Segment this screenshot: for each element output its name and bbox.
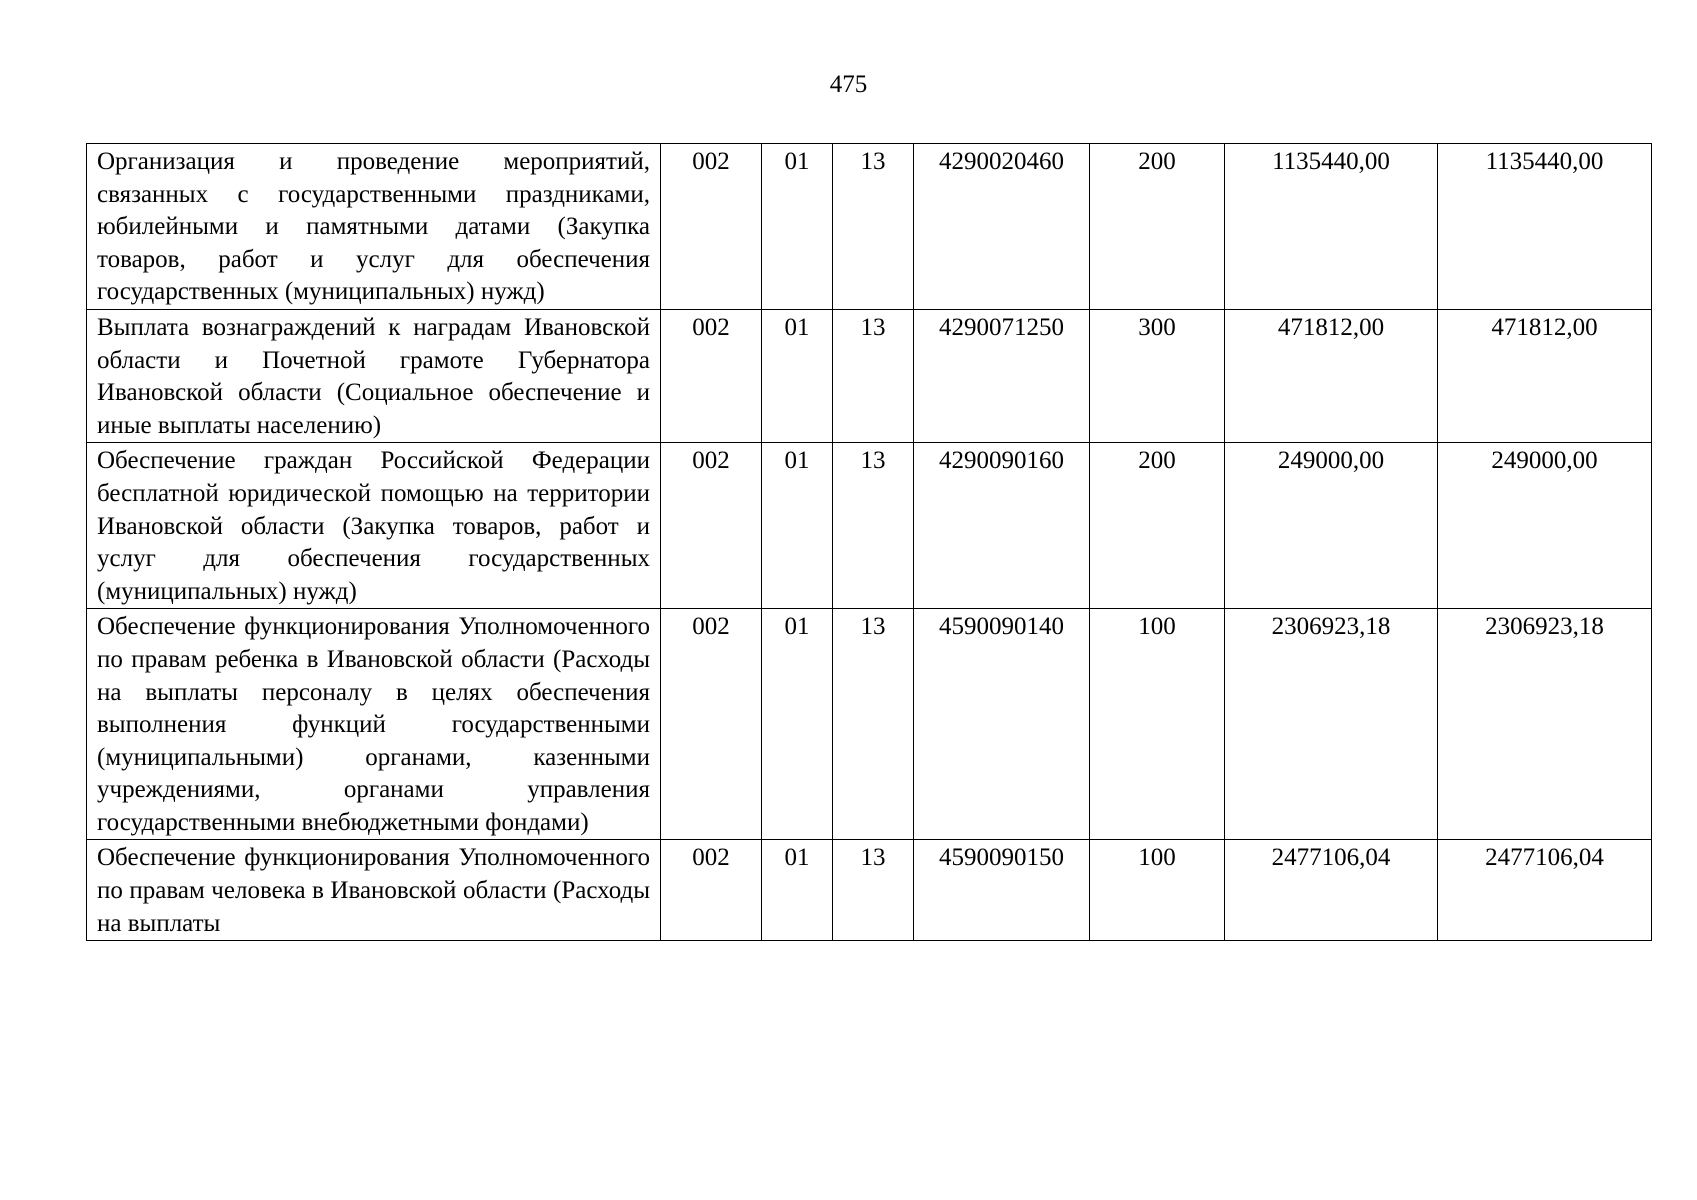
table-row [87, 443, 1652, 609]
subsection-code: 13 [833, 144, 914, 310]
subsection-code: 13 [833, 840, 914, 941]
ministry-code: 002 [661, 144, 762, 310]
target-article-code: 4290020460 [914, 144, 1090, 310]
expense-type-code: 200 [1090, 443, 1225, 609]
amount-first: 2306923,18 [1225, 609, 1438, 840]
target-article-code: 4590090140 [914, 609, 1090, 840]
amount-second: 1135440,00 [1438, 144, 1652, 310]
table-row [87, 144, 1652, 310]
amount-first: 471812,00 [1225, 309, 1438, 442]
ministry-code: 002 [661, 609, 762, 840]
row-description: Организация и проведение мероприятий, связанных с государственными праздниками, юбилейными и памятными датами (Закупка товаров, работ и услуг для обеспечения государственных (муниципальных) нужд) [87, 144, 661, 310]
table-row [87, 840, 1652, 941]
section-code: 01 [762, 309, 833, 442]
subsection-code: 13 [833, 309, 914, 442]
amount-second: 2477106,04 [1438, 840, 1652, 941]
section-code: 01 [762, 443, 833, 609]
amount-second: 249000,00 [1438, 443, 1652, 609]
subsection-code: 13 [833, 609, 914, 840]
row-description: Обеспечение граждан Российской Федерации бесплатной юридической помощью на территории Ивановской области (Закупка товаров, работ и услуг для обеспечения государственных (муниципальных) нужд) [87, 443, 661, 609]
section-code: 01 [762, 840, 833, 941]
expense-type-code: 100 [1090, 840, 1225, 941]
table-row [87, 309, 1652, 442]
expense-type-code: 100 [1090, 609, 1225, 840]
expense-type-code: 300 [1090, 309, 1225, 442]
amount-first: 249000,00 [1225, 443, 1438, 609]
ministry-code: 002 [661, 443, 762, 609]
amount-second: 471812,00 [1438, 309, 1652, 442]
amount-first: 2477106,04 [1225, 840, 1438, 941]
table-row [87, 609, 1652, 840]
target-article-code: 4290090160 [914, 443, 1090, 609]
target-article-code: 4590090150 [914, 840, 1090, 941]
subsection-code: 13 [833, 443, 914, 609]
ministry-code: 002 [661, 840, 762, 941]
row-description: Обеспечение функционирования Уполномоченного по правам человека в Ивановской области (Расходы на выплаты [87, 840, 661, 941]
expense-type-code: 200 [1090, 144, 1225, 310]
target-article-code: 4290071250 [914, 309, 1090, 442]
row-description: Обеспечение функционирования Уполномоченного по правам ребенка в Ивановской области (Расходы на выплаты персоналу в целях обеспечения выполнения функций государственными (муниципальными) органами, казенными учреждениями, органами управления государственными внебюджетными фондами) [87, 609, 661, 840]
section-code: 01 [762, 609, 833, 840]
budget-table [86, 143, 1652, 941]
page-number: 475 [829, 71, 868, 98]
row-description: Выплата вознаграждений к наградам Ивановской области и Почетной грамоте Губернатора Ивановской области (Социальное обеспечение и иные выплаты населению) [87, 309, 661, 442]
section-code: 01 [762, 144, 833, 310]
amount-second: 2306923,18 [1438, 609, 1652, 840]
amount-first: 1135440,00 [1225, 144, 1438, 310]
ministry-code: 002 [661, 309, 762, 442]
